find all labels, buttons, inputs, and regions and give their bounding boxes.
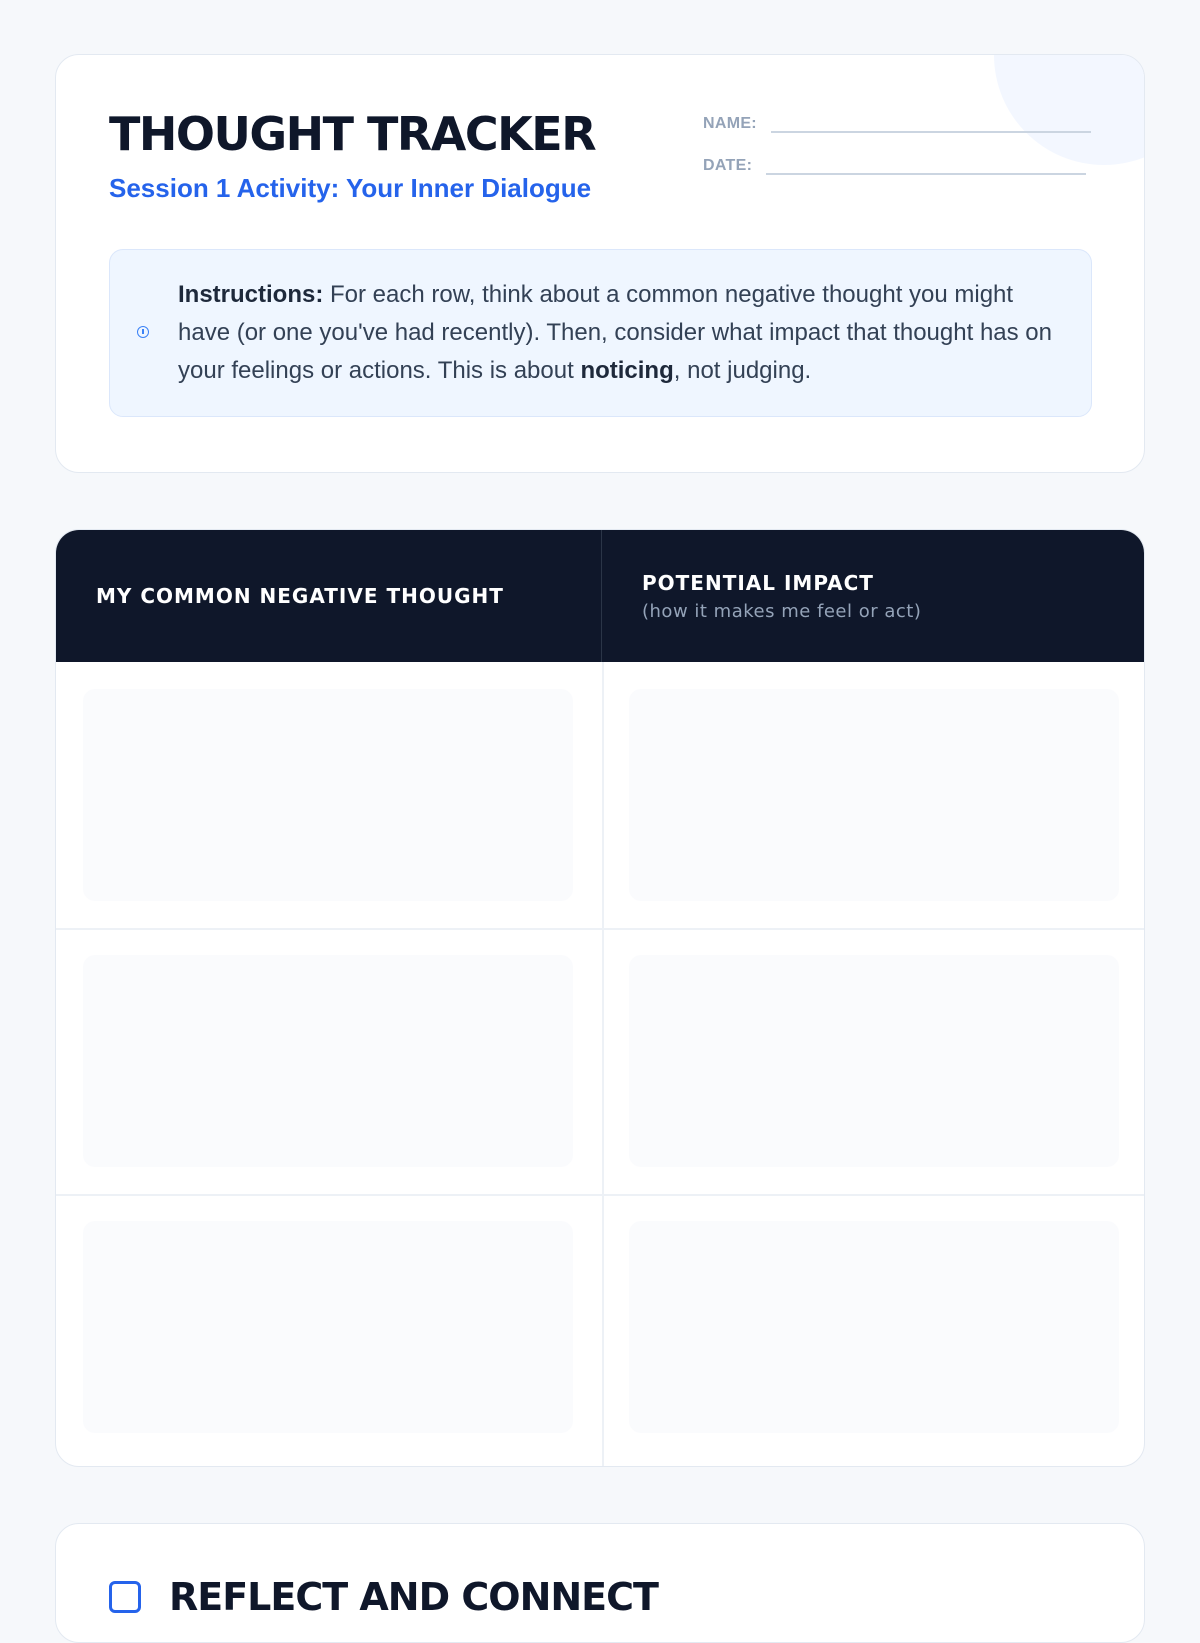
thought-entry-row-2[interactable] <box>83 955 573 1167</box>
impact-entry-row-3[interactable] <box>629 1221 1119 1433</box>
name-label: NAME: <box>703 115 757 132</box>
name-row <box>703 111 1091 133</box>
checkbox-icon <box>109 1581 141 1613</box>
page-subtitle: Session 1 Activity: Your Inner Dialogue <box>109 173 592 203</box>
info-icon <box>137 326 149 338</box>
row-separator <box>56 928 1144 930</box>
reflect-title: REFLECT AND CONNECT <box>169 1575 658 1619</box>
column-header-thought <box>56 530 602 662</box>
impact-entry-row-1[interactable] <box>629 689 1119 901</box>
instructions-text <box>178 276 1068 390</box>
column-header-impact-sublabel: (how it makes me feel or act) <box>642 600 922 622</box>
thought-table <box>55 529 1145 1467</box>
thought-entry-row-1[interactable] <box>83 689 573 901</box>
instructions-emphasis: noticing <box>580 357 674 384</box>
instructions-tail: , not judging. <box>673 357 812 384</box>
column-header-thought-label: MY COMMON NEGATIVE THOUGHT <box>96 584 504 608</box>
date-label: DATE: <box>703 157 753 174</box>
corner-decoration <box>994 54 1145 165</box>
reflect-card <box>55 1523 1145 1643</box>
date-row <box>703 153 1086 175</box>
header-card <box>55 54 1145 473</box>
thought-entry-row-3[interactable] <box>83 1221 573 1433</box>
row-separator <box>56 1194 1144 1196</box>
instructions-lead: Instructions: <box>178 281 324 308</box>
instructions-box <box>109 249 1092 417</box>
column-divider <box>602 662 604 1467</box>
date-field[interactable] <box>766 153 1086 175</box>
name-field[interactable] <box>771 111 1091 133</box>
instructions-body: For each row, think about a common negative thought you might have (or one you've had recently). Then, consider what impact that thought has on your feelings or actions. This is about <box>178 281 1052 384</box>
column-header-impact <box>602 530 1145 662</box>
column-header-impact-label: POTENTIAL IMPACT <box>642 570 874 595</box>
table-header <box>56 530 1144 662</box>
impact-entry-row-2[interactable] <box>629 955 1119 1167</box>
page-title: THOUGHT TRACKER <box>109 107 596 161</box>
